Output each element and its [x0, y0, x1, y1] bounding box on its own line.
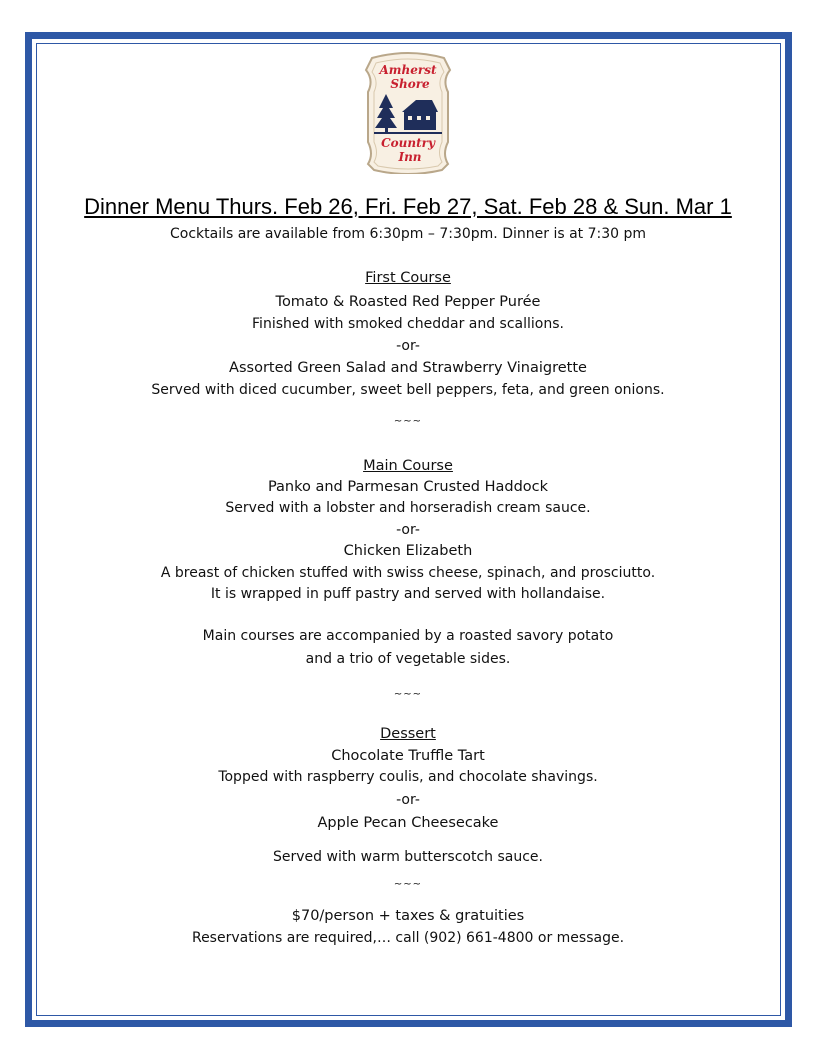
- section-separator: ~~~: [393, 689, 423, 700]
- dessert-option-2-name: Apple Pecan Cheesecake: [317, 815, 499, 831]
- dessert-heading: Dessert: [380, 726, 436, 742]
- main-course-option-2-description-1: A breast of chicken stuffed with swiss cheese, spinach, and prosciutto.: [160, 565, 656, 581]
- dessert-option-1-description: Topped with raspberry coulis, and chocolate shavings.: [218, 769, 598, 785]
- inn-logo: [362, 50, 454, 174]
- dessert-option-1-name: Chocolate Truffle Tart: [331, 748, 485, 764]
- main-course-accompaniment-note-2: and a trio of vegetable sides.: [305, 651, 511, 667]
- main-course-option-1-name: Panko and Parmesan Crusted Haddock: [267, 479, 549, 495]
- first-course-option-1-name: Tomato & Roasted Red Pepper Purée: [275, 294, 541, 310]
- main-course-option-1-description: Served with a lobster and horseradish cream sauce.: [225, 500, 591, 516]
- menu-title: Dinner Menu Thurs. Feb 26, Fri. Feb 27, Sat. Feb 28 & Sun. Mar 1: [84, 194, 732, 219]
- main-course-accompaniment-note-1: Main courses are accompanied by a roasted savory potato: [202, 628, 614, 644]
- dessert-or: -or-: [396, 792, 420, 808]
- first-course-or: -or-: [396, 338, 420, 354]
- first-course-option-2-description: Served with diced cucumber, sweet bell peppers, feta, and green onions.: [151, 382, 665, 398]
- dessert-option-2-description: Served with warm butterscotch sauce.: [273, 849, 543, 865]
- main-course-option-2-name: Chicken Elizabeth: [343, 543, 473, 559]
- section-separator: ~~~: [393, 879, 423, 890]
- logo-word-country: Country: [381, 136, 435, 150]
- logo-word-shore: Shore: [390, 77, 430, 91]
- main-course-heading: Main Course: [363, 458, 453, 474]
- main-course-or: -or-: [396, 522, 420, 538]
- cocktail-dinner-times: Cocktails are available from 6:30pm – 7:30pm. Dinner is at 7:30 pm: [169, 226, 647, 242]
- first-course-heading: First Course: [365, 270, 451, 286]
- first-course-option-2-name: Assorted Green Salad and Strawberry Vinaigrette: [229, 360, 587, 376]
- reservation-line: Reservations are required,… call (902) 661-4800 or message.: [191, 930, 625, 946]
- price-line: $70/person + taxes & gratuities: [291, 908, 525, 924]
- main-course-option-2-description-2: It is wrapped in puff pastry and served with hollandaise.: [210, 586, 606, 602]
- first-course-option-1-description: Finished with smoked cheddar and scallions.: [252, 316, 564, 332]
- logo-word-amherst: Amherst: [379, 63, 437, 77]
- section-separator: ~~~: [393, 416, 423, 427]
- logo-word-inn: Inn: [398, 150, 422, 164]
